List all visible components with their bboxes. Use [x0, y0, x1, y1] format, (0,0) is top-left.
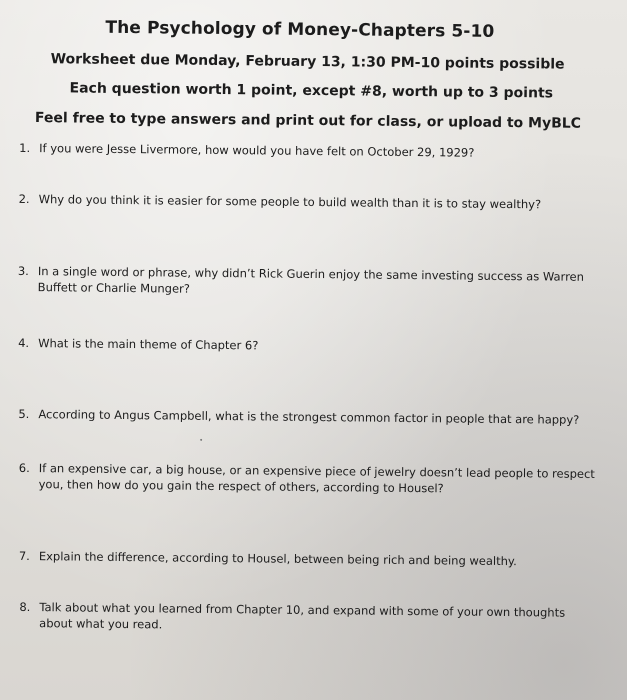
question-3: [17, 263, 603, 296]
question-number: 8.: [19, 599, 31, 615]
question-number: 5.: [18, 406, 30, 422]
question-text: In a single word or phrase, why didn’t Rick Guerin enjoy the same investing success as Warren Buffett or Charlie Munger?: [37, 264, 585, 296]
question-6: [18, 460, 599, 496]
question-2: [18, 191, 589, 212]
question-text: If you were Jesse Livermore, how would you have felt on October 29, 1929?: [39, 141, 475, 160]
question-text: If an expensive car, a big house, or an expensive piece of jewelry doesn’t lead people to respect you, then how do you gain the respect of others, according to Housel?: [38, 461, 595, 496]
instructions-line: Feel free to type answers and print out for class, or upload to MyBLC: [34, 110, 582, 132]
page-title: The Psychology of Money-Chapters 5-10: [105, 17, 495, 42]
question-number: 7.: [18, 548, 30, 564]
question-1: [19, 140, 579, 160]
question-7: [18, 548, 589, 569]
question-5: [18, 406, 593, 427]
question-text: According to Angus Campbell, what is the strongest common factor in people that are happy?: [38, 407, 580, 427]
question-number: 4.: [18, 335, 30, 351]
grading-line: Each question worth 1 point, except #8, worth up to 3 points: [69, 80, 554, 102]
due-date-line: Worksheet due Monday, February 13, 1:30 PM-10 points possible: [50, 51, 565, 73]
question-number: 6.: [18, 460, 30, 476]
question-text: Explain the difference, according to Housel, between being rich and being wealthy.: [38, 549, 517, 569]
question-text: Talk about what you learned from Chapter 10, and expand with some of your own thoughts about what you read.: [39, 600, 566, 632]
question-number: 1.: [19, 140, 31, 156]
question-8: [19, 599, 594, 632]
question-text: What is the main theme of Chapter 6?: [38, 336, 259, 353]
question-4: [18, 335, 578, 353]
question-text: Why do you think it is easier for some people to build wealth than it is to stay wealthy?: [38, 192, 542, 212]
question-number: 2.: [18, 191, 30, 207]
question-number: 3.: [17, 263, 29, 278]
pen-dot-mark: [200, 439, 202, 441]
